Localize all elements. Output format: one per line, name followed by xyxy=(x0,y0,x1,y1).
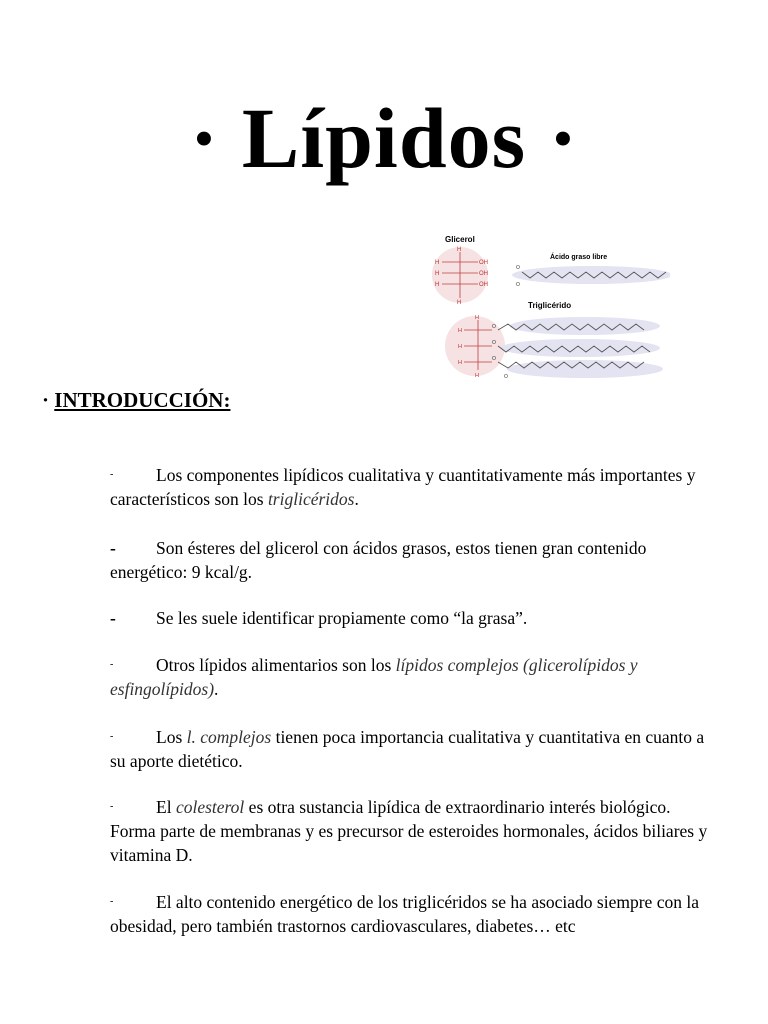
section-bullet: · xyxy=(42,388,50,412)
list-item xyxy=(110,890,720,938)
list-text: . xyxy=(354,489,359,509)
trigliceride-label: Triglicérido xyxy=(528,301,572,310)
list-item xyxy=(110,725,720,773)
section-heading xyxy=(42,388,230,413)
glicerol-label: Glicerol xyxy=(445,235,475,244)
list-text: Otros lípidos alimentarios son los xyxy=(156,655,396,675)
list-text: El xyxy=(156,797,176,817)
list-text: Los componentes lipídicos cualitativa y cuantitativamente más importantes y característicos son los xyxy=(110,465,696,509)
acido-graso-label: Ácido graso libre xyxy=(550,254,608,261)
glicerol-h2: H xyxy=(435,271,440,277)
lipid-structure-illustration xyxy=(420,230,670,380)
list-text-italic: l. complejos xyxy=(186,727,272,747)
list-item xyxy=(110,795,720,867)
list-item xyxy=(110,463,720,511)
trigliceride-h3: H xyxy=(458,360,462,366)
list-dash: - xyxy=(110,608,116,628)
list-text-italic: lípidos complejos (glicerolípidos y esfingolípidos) xyxy=(110,655,638,699)
acido-graso-o-top: O xyxy=(516,265,520,271)
list-text-italic: colesterol xyxy=(175,797,245,817)
glicerol-oh2: OH xyxy=(479,271,488,277)
glicerol-oh1: OH xyxy=(479,260,488,266)
lipid-structure-figure xyxy=(420,230,670,380)
trigliceride-h1: H xyxy=(458,328,462,334)
list-dash: - xyxy=(110,538,116,558)
list-text: Son ésteres del glicerol con ácidos grasos, estos tienen gran contenido energético: 9 kcal/g. xyxy=(110,538,647,582)
trigliceride-h2: H xyxy=(458,344,462,350)
glicerol-h-bottom: H xyxy=(457,300,462,306)
list-text: Se les suele identificar propiamente como “la grasa”. xyxy=(156,608,528,628)
trigliceride-o4: O xyxy=(504,374,508,380)
list-text-italic: triglicéridos xyxy=(267,489,355,509)
list-dash: - xyxy=(110,659,114,670)
list-dash: - xyxy=(110,801,114,812)
list-text: tienen poca importancia cualitativa y cuantitativa en cuanto a su aporte dietético. xyxy=(110,727,705,771)
list-text: es otra sustancia lipídica de extraordinario interés biológico. Forma parte de membranas y es precursor de esteroides hormonales, ácidos biliares y vitamina D. xyxy=(110,797,708,865)
glicerol-h-top: H xyxy=(457,247,462,253)
list-text: El alto contenido energético de los triglicéridos se ha asociado siempre con la obesidad, pero también trastornos cardiovasculares, diabetes… etc xyxy=(110,892,699,936)
list-dash: - xyxy=(110,731,114,742)
trigliceride-o2: O xyxy=(492,340,496,346)
section-heading-text: INTRODUCCIÓN: xyxy=(54,388,231,412)
list-item xyxy=(110,653,720,701)
glicerol-h3: H xyxy=(435,282,440,288)
trigliceride-h-bottom: H xyxy=(475,373,479,379)
list-dash: - xyxy=(110,469,114,480)
acido-graso-o-bottom: O xyxy=(516,282,520,288)
page-title: · Lípidos · xyxy=(189,90,579,186)
list-item xyxy=(110,536,720,584)
trigliceride-h-top: H xyxy=(475,315,479,321)
trigliceride-o1: O xyxy=(492,324,496,330)
list-text: . xyxy=(214,679,219,699)
list-text: Los xyxy=(156,727,187,747)
glicerol-h1: H xyxy=(435,260,440,266)
glicerol-oh3: OH xyxy=(479,282,488,288)
trigliceride-o3: O xyxy=(492,356,496,362)
list-dash: - xyxy=(110,896,114,907)
list-item xyxy=(110,606,720,630)
